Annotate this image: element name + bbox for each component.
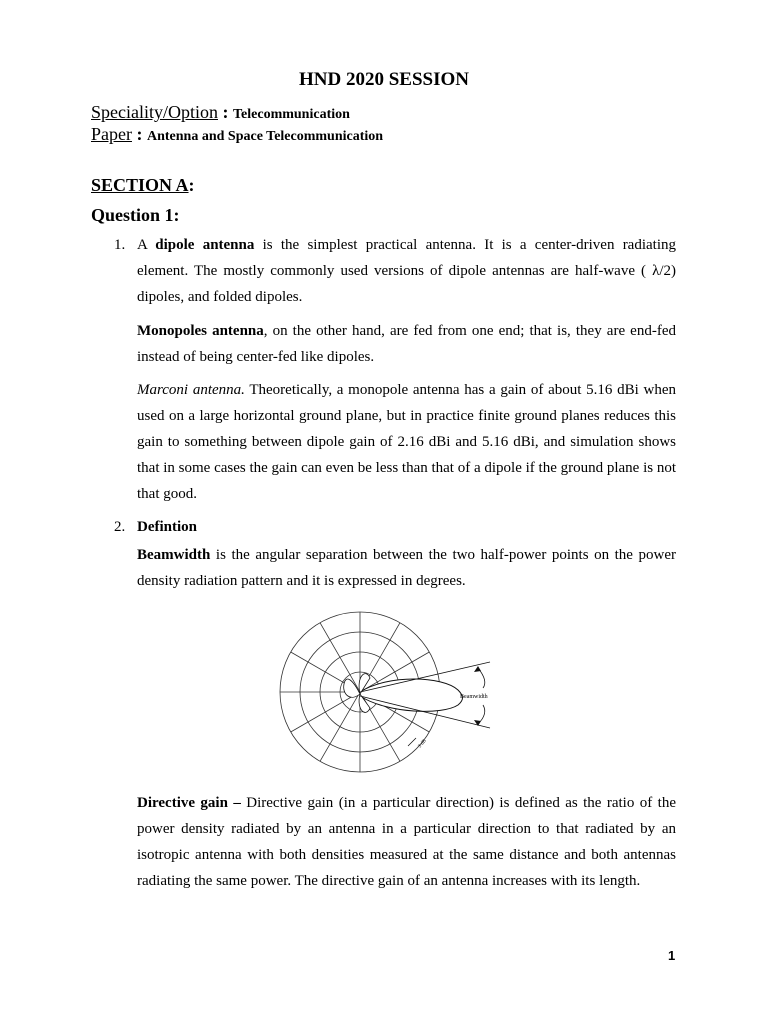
term-directive-gain: Directive gain – — [137, 795, 241, 811]
text: , on the other hand, are fed from one end; that is, they are end-fed instead of being center-fed like dipoles. — [137, 323, 676, 365]
main-lobe — [360, 679, 463, 711]
term-marconi: Marconi antenna. — [137, 382, 245, 398]
paper-sep: : — [131, 124, 147, 144]
item-1-para-monopole — [137, 318, 676, 370]
page-title: HND 2020 SESSION — [299, 69, 469, 90]
radiation-pattern-diagram — [268, 610, 508, 780]
item-1-para-marconi — [137, 377, 676, 507]
question-heading: Question 1: — [91, 205, 180, 225]
item-1-number: 1. — [114, 237, 126, 253]
item-2-para-directive-gain — [137, 790, 676, 894]
paper-line — [91, 124, 383, 145]
definition-heading: Defintion — [137, 519, 197, 535]
term-beamwidth: Beamwidth — [137, 547, 211, 563]
section-heading — [91, 175, 195, 196]
page-number: 1 — [668, 948, 676, 963]
speciality-line — [91, 102, 350, 123]
item-2-heading — [137, 514, 676, 540]
item-2-number: 2. — [114, 519, 126, 535]
text: is the angular separation between the two half-power points on the power density radiation pattern and it is expressed in degrees. — [137, 547, 676, 589]
text: A — [137, 237, 156, 253]
speciality-value: Telecommunication — [232, 107, 350, 122]
arrow-head-icon — [474, 666, 481, 672]
text: Theoretically, a monopole antenna has a gain of about 5.16 dBi when used on a large horizontal ground plane, but in practice finite ground planes reduces this gain to something between dipole gain of 2.16 dBi and 5.16 dBi, and simulation shows that in some cases the gain can even be less than that of a dipole if the ground plane is not that good. — [137, 382, 677, 502]
item-2-para-beamwidth — [137, 542, 676, 594]
db-arrow — [408, 738, 416, 746]
paper-key: Paper — [91, 124, 132, 144]
speciality-sep: : — [217, 102, 233, 122]
arrow-head-icon — [474, 720, 481, 726]
speciality-key: Speciality/Option — [91, 102, 218, 122]
term-dipole: dipole antenna — [155, 237, 255, 253]
beamwidth-label: Beamwidth — [460, 694, 488, 700]
db-label: 3 dB — [417, 738, 428, 750]
term-monopole: Monopoles antenna — [137, 323, 264, 339]
text: is the simplest practical antenna. It is a center-driven radiating element. The mostly commonly used versions of dipole antennas are half-wave ( λ/2) dipoles, and folded dipoles. — [137, 237, 677, 305]
section-label: SECTION A — [91, 175, 189, 195]
text: Directive gain (in a particular direction) is defined as the ratio of the power density radiated by an antenna in a particular direction to that radiated by an isotropic antenna with both densities measured at the same distance and both antennas radiating the same power. The directive gain of an antenna increases with its length. — [137, 795, 676, 889]
paper-value: Antenna and Space Telecommunication — [146, 129, 384, 144]
item-1-para-dipole — [137, 232, 676, 310]
section-colon: : — [188, 175, 195, 195]
